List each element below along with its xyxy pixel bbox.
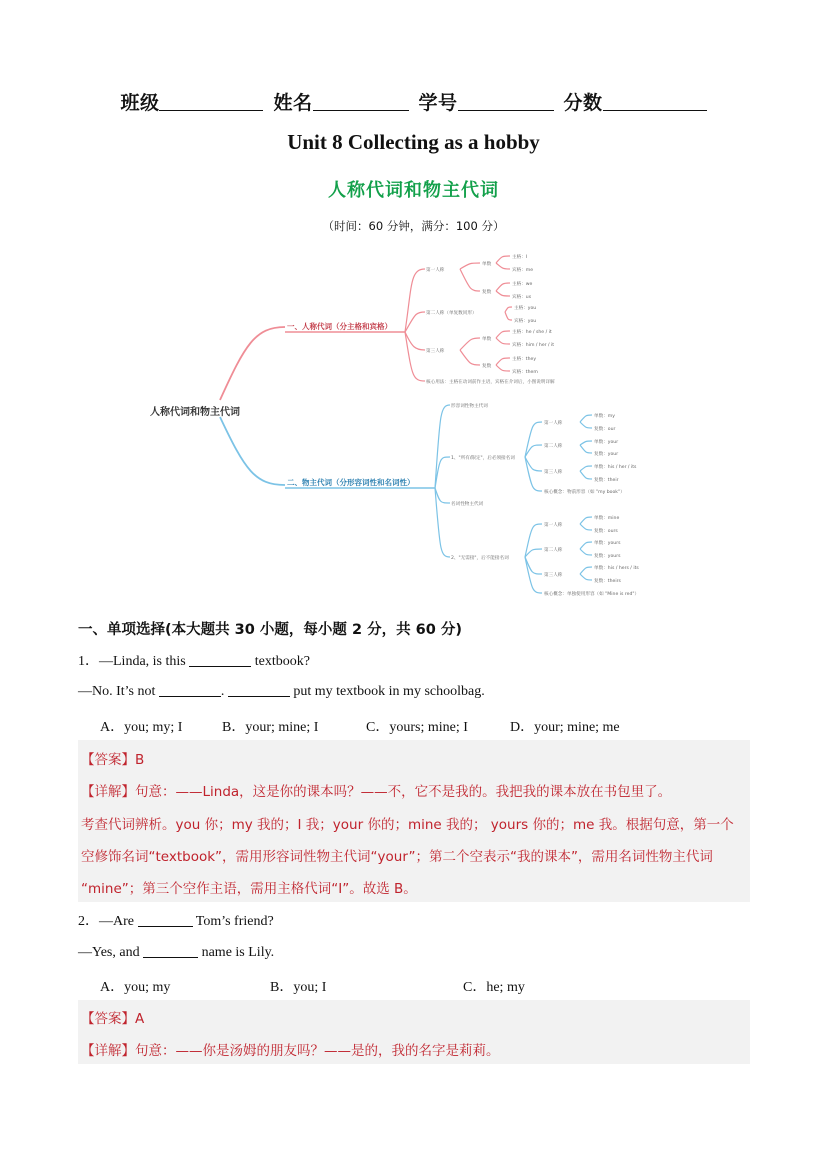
mm-obj-them: 宾格：them [512, 370, 538, 375]
mm-noun-second: 第二人称 [544, 548, 563, 553]
mm-a-his: 单数：his / her / its [594, 465, 637, 470]
mm-branch2: 二、物主代词（分形容词性和名词性） [287, 478, 415, 487]
mm-adj-note: 核心概念：物前形容（如 "my book"） [544, 490, 625, 495]
mm-subj-they: 主格：they [512, 357, 537, 362]
mm-a-my: 单数：my [594, 414, 615, 419]
mm-branch1: 一、人称代词（分主格和宾格） [287, 322, 392, 331]
mm-b1-note: 核心用法：主格在动词前作主语，宾格在介词后，小图说明详解 [426, 380, 555, 385]
mm-subj-we: 主格：we [512, 282, 533, 287]
section-heading: 一、单项选择(本大题共 30 小题，每小题 2 分，共 60 分) [78, 622, 462, 638]
mm-obj-us: 宾格：us [512, 295, 532, 300]
q2-answer-box [78, 1000, 750, 1064]
time-note: （时间：60 分钟，满分：100 分） [322, 219, 505, 233]
mm-n-theirs: 复数：theirs [594, 579, 621, 584]
unit-title: Unit 8 Collecting as a hobby [287, 130, 540, 154]
q1-answer-box [78, 740, 750, 902]
mm-n-yours: 单数：yours [594, 541, 621, 546]
link-b1-first [405, 269, 425, 332]
mm-root: 人称代词和物主代词 [150, 407, 240, 418]
mm-noun-first: 第一人称 [544, 523, 563, 528]
q2-blank-1[interactable] [138, 912, 193, 927]
q2-stem-b: Tom’s friend? [195, 914, 274, 929]
q2-blank-2[interactable] [143, 943, 198, 958]
mm-b1-second: 第二人称（单复数同形） [426, 311, 477, 316]
q1-analysis-3: “mine”；第三个空作主语，需用主格代词“I”。故选 B。 [81, 881, 417, 897]
mm-obj-me: 宾格：me [512, 268, 534, 273]
mm-b1-plural-3: 复数 [482, 364, 492, 369]
link-b1-note [405, 332, 425, 381]
q2-option-b[interactable]: B．you; I [270, 980, 327, 995]
student-id-blank[interactable] [458, 92, 554, 111]
q2-stem-c: —Yes, and [78, 945, 140, 960]
q1-option-b[interactable]: B．your; mine; I [222, 720, 319, 735]
mm-a-our: 复数：our [594, 427, 616, 432]
mm-obj-him: 宾格：him / her / it [512, 343, 555, 348]
mm-n-mine: 单数：mine [594, 516, 620, 521]
class-blank[interactable] [159, 92, 263, 111]
mm-subj-you: 主格：you [514, 306, 537, 311]
mm-subj-he: 主格：he / she / it [512, 330, 552, 335]
q1-analysis-1: 考查代词辨析。you 你；my 我的；I 我；your 你的；mine 我的； yours 你的；me 我。根据句意，第一个 [81, 817, 734, 833]
mm-adj-group: 1、"所有/限定"，后必须接名词 [451, 456, 515, 461]
q2-line2 [78, 943, 274, 961]
mm-b1-singular: 单数 [482, 262, 492, 267]
mm-b1-singular-3: 单数 [482, 337, 492, 342]
q1-analysis-2: 空修饰名词“textbook”，需用形容词性物主代词“your”；第二个空表示“我的课本”，需用名词性物主代词 [81, 849, 713, 865]
mm-b1-third: 第三人称 [426, 349, 445, 354]
q2-stem-d: name is Lily. [201, 945, 275, 960]
topic-title: 人称代词和物主代词 [328, 180, 499, 201]
link-root-branch2 [220, 417, 285, 485]
score-blank[interactable] [603, 92, 707, 111]
q2-detail: 【详解】句意：——你是汤姆的朋友吗？——是的，我的名字是莉莉。 [81, 1043, 500, 1059]
q1-option-a[interactable]: A．you; my; I [100, 720, 183, 735]
score-label: 分数 [563, 93, 603, 114]
mm-obj-you: 宾格：you [514, 319, 537, 324]
mm-subj-i: 主格：I [512, 255, 528, 260]
q1-stem-a: 1．—Linda, is this [78, 654, 186, 669]
mm-adj-def: 形容词性物主代词 [451, 404, 488, 409]
mm-n-his: 单数：his / hers / its [594, 566, 639, 571]
mm-noun-note: 核心概念：单独使用形容（如 "Mine is red"） [544, 592, 640, 597]
link-root-branch1 [220, 327, 285, 400]
q2-line1 [78, 910, 274, 930]
name-label: 姓名 [273, 93, 313, 114]
q1-line2 [78, 682, 485, 700]
mm-n-ours: 复数：ours [594, 529, 618, 534]
mm-a-your: 单数：your [594, 440, 619, 445]
mm-a-their: 复数：their [594, 478, 619, 483]
mm-adj-third: 第三人称 [544, 470, 563, 475]
q1-stem-d: . [220, 684, 225, 699]
mm-b1-first: 第一人称 [426, 268, 445, 273]
student-info-line [0, 88, 827, 115]
q1-option-c[interactable]: C．yours; mine; I [366, 720, 468, 735]
student-id-label: 学号 [418, 93, 458, 114]
mm-a-your2: 复数：your [594, 452, 619, 457]
q1-stem-c: —No. It’s not [78, 684, 156, 699]
q1-blank-3[interactable] [228, 682, 290, 697]
mm-noun-def: 名词性物主代词 [451, 502, 484, 507]
q2-option-a[interactable]: A．you; my [100, 980, 171, 995]
q2-answer: 【答案】A [81, 1011, 145, 1027]
q1-blank-1[interactable] [189, 652, 251, 667]
q1-detail: 【详解】句意：——Linda，这是你的课本吗？——不，它不是我的。我把我的课本放在书包里了。 [81, 784, 672, 800]
mindmap-diagram [140, 245, 700, 610]
mm-adj-second: 第二人称 [544, 444, 563, 449]
q1-stem-b: textbook? [254, 654, 310, 669]
mm-noun-third: 第三人称 [544, 573, 563, 578]
class-label: 班级 [120, 93, 160, 114]
mm-adj-first: 第一人称 [544, 421, 563, 426]
name-blank[interactable] [313, 92, 409, 111]
q1-line1 [78, 650, 310, 670]
mm-n-yours2: 复数：yours [594, 554, 621, 559]
mm-b1-plural: 复数 [482, 290, 492, 295]
q1-blank-2[interactable] [159, 682, 221, 697]
q2-option-c[interactable]: C．he; my [463, 980, 525, 995]
q1-stem-e: put my textbook in my schoolbag. [293, 684, 485, 699]
q1-answer: 【答案】B [81, 752, 145, 768]
q1-option-d[interactable]: D．your; mine; me [510, 720, 620, 735]
q2-stem-a: 2．—Are [78, 914, 134, 929]
mm-noun-group: 2、"无需接"，后不能接名词 [451, 556, 509, 561]
link-b1-second [405, 312, 425, 332]
